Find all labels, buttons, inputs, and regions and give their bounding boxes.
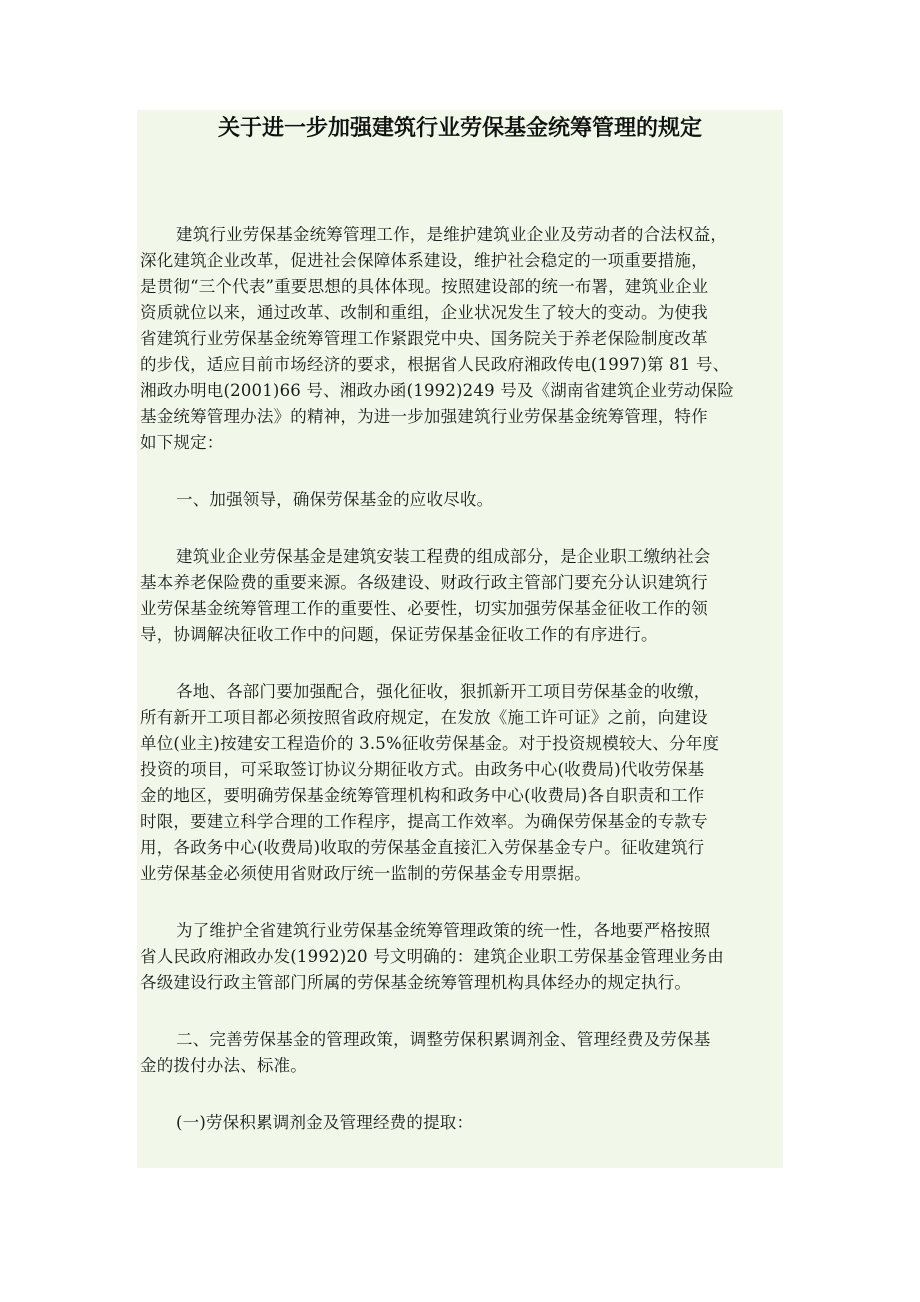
paragraph-line: 用，各政务中心(收费局)收取的劳保基金直接汇入劳保基金专户。征收建筑行 — [140, 838, 705, 857]
paragraph-line: 金的地区，要明确劳保基金统筹管理机构和政务中心(收费局)各自职责和工作 — [140, 786, 705, 805]
paragraph-line: 建筑行业劳保基金统筹管理工作，是维护建筑业企业及劳动者的合法权益， — [176, 225, 728, 244]
paragraph-line: 的步伐，适应目前市场经济的要求，根据省人民政府湘政传电(1997)第 81 号、 — [140, 355, 730, 374]
document-body — [140, 222, 800, 1167]
paragraph-line: 基金统筹管理办法》的精神，为进一步加强建筑行业劳保基金统筹管理，特作 — [140, 407, 708, 426]
paragraph-line: 建筑业企业劳保基金是建筑安装工程费的组成部分，是企业职工缴纳社会 — [176, 547, 711, 566]
paragraph-line: 资质就位以来，通过改革、改制和重组，企业状况发生了较大的变动。为使我 — [140, 303, 708, 322]
paragraph-line: 导，协调解决征收工作中的问题，保证劳保基金征收工作的有序进行。 — [140, 625, 658, 644]
paragraph-line: 为了维护全省建筑行业劳保基金统筹管理政策的统一性，各地要严格按照 — [176, 921, 711, 940]
paragraph-line: (一)劳保积累调剂金及管理经费的提取： — [176, 1113, 474, 1132]
paragraph — [140, 918, 800, 996]
paragraph-line: 二、完善劳保基金的管理政策，调整劳保积累调剂金、管理经费及劳保基 — [176, 1030, 711, 1049]
paragraph-line: 业劳保基金必须使用省财政厅统一监制的劳保基金专用票据。 — [140, 864, 591, 883]
paragraph-line: 一、加强领导，确保劳保基金的应收尽收。 — [176, 490, 494, 509]
paragraph-line: 业劳保基金统筹管理工作的重要性、必要性，切实加强劳保基金征收工作的领 — [140, 599, 708, 618]
paragraph-line: 各级建设行政主管部门所属的劳保基金统筹管理机构具体经办的规定执行。 — [140, 973, 692, 992]
paragraph-line: 投资的项目，可采取签订协议分期征收方式。由政务中心(收费局)代收劳保基 — [140, 760, 705, 779]
paragraph-line: 省人民政府湘政办发(1992)20 号文明确的：建筑企业职工劳保基金管理业务由 — [140, 947, 724, 966]
paragraph-line: 基本养老保险费的重要来源。各级建设、财政行政主管部门要充分认识建筑行 — [140, 573, 708, 592]
document-title: 关于进一步加强建筑行业劳保基金统筹管理的规定 — [217, 116, 702, 141]
paragraph — [140, 544, 800, 648]
paragraph-line: 湘政办明电(2001)66 号、湘政办函(1992)249 号及《湖南省建筑企业劳动保险 — [140, 381, 735, 400]
paragraph-line: 省建筑行业劳保基金统筹管理工作紧跟党中央、国务院关于养老保险制度改革 — [140, 329, 708, 348]
paragraph-line: 深化建筑企业改革，促进社会保障体系建设，维护社会稳定的一项重要措施， — [140, 251, 708, 270]
paragraph-line: 单位(业主)按建安工程造价的 3.5%征收劳保基金。对于投资规模较大、分年度 — [140, 734, 720, 753]
paragraph — [140, 1027, 800, 1079]
paragraph — [140, 1110, 800, 1136]
paragraph-line: 时限，要建立科学合理的工作程序，提高工作效率。为确保劳保基金的专款专 — [140, 812, 708, 831]
paragraph-line: 所有新开工项目都必须按照省政府规定，在发放《施工许可证》之前，向建设 — [140, 708, 708, 727]
paragraph-line: 是贯彻“三个代表”重要思想的具体体现。按照建设部的统一布署，建筑业企业 — [140, 277, 709, 296]
paragraph-line: 如下规定： — [140, 433, 224, 452]
paragraph — [140, 222, 800, 456]
paragraph-line: 各地、各部门要加强配合，强化征收，狠抓新开工项目劳保基金的收缴， — [176, 682, 711, 701]
paragraph-line: 金的拨付办法、标准。 — [140, 1056, 307, 1075]
paragraph — [140, 487, 800, 513]
paragraph — [140, 679, 800, 887]
